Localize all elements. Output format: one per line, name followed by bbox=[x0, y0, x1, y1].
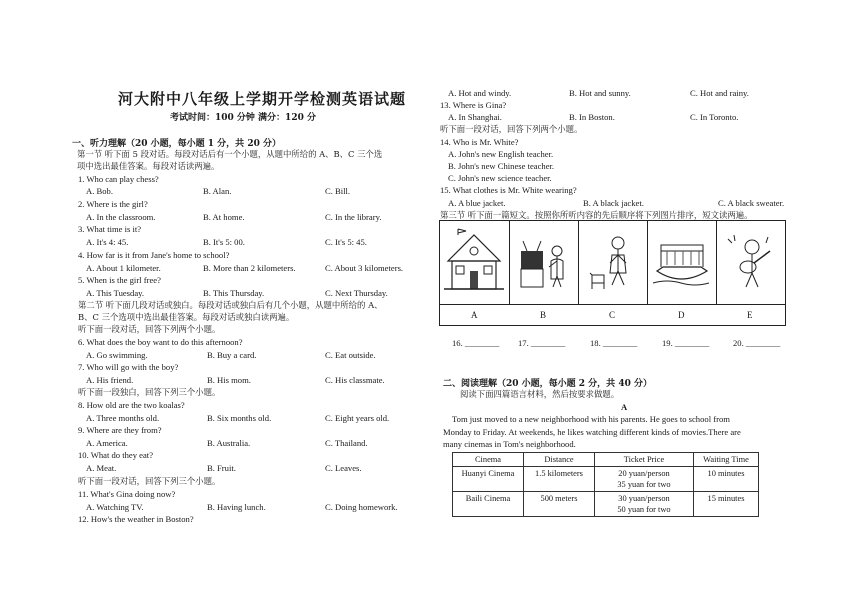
q4-option-a: A. About 1 kilometer. bbox=[86, 263, 161, 273]
part1-instruction-line2: 项中选出最佳答案。每段对话读两遍。 bbox=[77, 161, 220, 171]
question-11: 11. What's Gina doing now? bbox=[78, 489, 176, 499]
q1-option-b: B. Alan. bbox=[203, 186, 232, 196]
q11-option-a: A. Watching TV. bbox=[86, 502, 144, 512]
listen-instruction: 听下面一段独白，回答下列三个小题。 bbox=[78, 387, 221, 397]
question-6: 6. What does the boy want to do this afternoon? bbox=[78, 337, 243, 347]
picture-label-d: D bbox=[678, 310, 685, 320]
q3-option-a: A. It's 4: 45. bbox=[86, 237, 129, 247]
q13-option-a: A. In Shanghai. bbox=[448, 112, 502, 122]
page-title: 河大附中八年级上学期开学检测英语试题 bbox=[118, 90, 407, 108]
passage-line-1: Tom just moved to a new neighborhood with his parents. He goes to school from bbox=[452, 414, 730, 424]
picture-school bbox=[440, 221, 510, 304]
q14-option-a: A. John's new English teacher. bbox=[448, 149, 554, 159]
cinema-table bbox=[452, 452, 759, 517]
part2-instruction-line2: B、C 三个选项中选出最佳答案。每段对话或独白读两遍。 bbox=[78, 312, 295, 322]
table-header: Waiting Time bbox=[694, 453, 759, 467]
q3-option-c: C. It's 5: 45. bbox=[325, 237, 367, 247]
question-3: 3. What time is it? bbox=[78, 224, 142, 234]
q6-option-b: B. Buy a card. bbox=[207, 350, 257, 360]
cinema-price bbox=[595, 467, 694, 492]
question-12: 12. How's the weather in Boston? bbox=[78, 514, 194, 524]
cinema-wait: 15 minutes bbox=[694, 492, 759, 517]
part3-instruction: 第三节 听下面一篇短文。按照你所听内容的先后顺序将下列图片排序，短文读两遍。 bbox=[440, 210, 753, 220]
picture-boat bbox=[647, 221, 717, 304]
question-7: 7. Who will go with the boy? bbox=[78, 362, 179, 372]
answer-blank-19[interactable]: 19. ________ bbox=[662, 338, 710, 348]
q15-option-a: A. A blue jacket. bbox=[448, 198, 506, 208]
price-pair: 35 yuan for two bbox=[617, 480, 671, 489]
answer-blank-20[interactable]: 20. ________ bbox=[733, 338, 781, 348]
q5-option-c: C. Next Thursday. bbox=[325, 288, 388, 298]
q15-option-c: C. A black sweater. bbox=[718, 198, 785, 208]
q11-option-b: B. Having lunch. bbox=[207, 502, 266, 512]
picture-label-a: A bbox=[471, 310, 478, 320]
picture-tv bbox=[509, 221, 579, 304]
q9-option-a: A. America. bbox=[86, 438, 128, 448]
cinema-price bbox=[595, 492, 694, 517]
picture-label-row bbox=[440, 304, 785, 326]
cinema-wait: 10 minutes bbox=[694, 467, 759, 492]
picture-label-c: C bbox=[609, 310, 616, 320]
q12-option-c: C. Hot and rainy. bbox=[690, 88, 749, 98]
table-header: Cinema bbox=[453, 453, 524, 467]
section2-instruction: 阅读下面四篇语言材料，然后按要求做题。 bbox=[460, 389, 620, 399]
q2-option-b: B. At home. bbox=[203, 212, 245, 222]
passage-line-3: many cinemas in Tom's neighborhood. bbox=[443, 439, 576, 449]
question-9: 9. Where are they from? bbox=[78, 425, 162, 435]
part2-instruction-line1: 第二节 听下面几段对话或独白。每段对话或独白后有几个小题，从题中所给的 A、 bbox=[78, 300, 383, 310]
listen-instruction: 听下面一段对话，回答下列三个小题。 bbox=[78, 476, 221, 486]
question-4: 4. How far is it from Jane's home to school? bbox=[78, 250, 230, 260]
answer-blank-18[interactable]: 18. ________ bbox=[590, 338, 638, 348]
cinema-distance: 1.5 kilometers bbox=[524, 467, 595, 492]
q14-option-b: B. John's new Chinese teacher. bbox=[448, 161, 555, 171]
q2-option-c: C. In the library. bbox=[325, 212, 382, 222]
q5-option-b: B. This Thursday. bbox=[203, 288, 265, 298]
section1-heading: 一、听力理解（20 小题，每小题 1 分，共 20 分） bbox=[72, 139, 281, 149]
q15-option-b: B. A black jacket. bbox=[583, 198, 644, 208]
part1-instruction-line1: 第一节 听下面 5 段对话。每段对话后有一个小题，从题中所给的 A、B、C 三个选 bbox=[77, 149, 383, 159]
q8-option-b: B. Six months old. bbox=[207, 413, 272, 423]
question-14: 14. Who is Mr. White? bbox=[440, 137, 519, 147]
table-row bbox=[453, 492, 759, 517]
table-header-row bbox=[453, 453, 759, 467]
price-pair: 50 yuan for two bbox=[617, 505, 671, 514]
cinema-name: Huanyi Cinema bbox=[453, 467, 524, 492]
passage-letter: A bbox=[621, 402, 628, 412]
passage-line-2: Monday to Friday. At weekends, he likes watching different kinds of movies.There are bbox=[443, 427, 741, 437]
q6-option-c: C. Eat outside. bbox=[325, 350, 376, 360]
table-header: Ticket Price bbox=[595, 453, 694, 467]
cinema-name: Baili Cinema bbox=[453, 492, 524, 517]
q6-option-a: A. Go swimming. bbox=[86, 350, 148, 360]
listen-instruction: 听下面一段对话，回答下列两个小题。 bbox=[440, 124, 583, 134]
q11-option-c: C. Doing homework. bbox=[325, 502, 398, 512]
q12-option-b: B. Hot and sunny. bbox=[569, 88, 631, 98]
q8-option-c: C. Eight years old. bbox=[325, 413, 390, 423]
cinema-distance: 500 meters bbox=[524, 492, 595, 517]
picture-guitar bbox=[716, 221, 786, 304]
table-header: Distance bbox=[524, 453, 595, 467]
q8-option-a: A. Three months old. bbox=[86, 413, 160, 423]
q1-option-a: A. Bob. bbox=[86, 186, 113, 196]
listen-instruction: 听下面一段对话，回答下列两个小题。 bbox=[78, 324, 221, 334]
question-15: 15. What clothes is Mr. White wearing? bbox=[440, 185, 577, 195]
q2-option-a: A. In the classroom. bbox=[86, 212, 156, 222]
picture-table bbox=[439, 220, 786, 326]
price-single: 20 yuan/person bbox=[618, 469, 670, 478]
q13-option-c: C. In Toronto. bbox=[690, 112, 739, 122]
q14-option-c: C. John's new science teacher. bbox=[448, 173, 552, 183]
q7-option-c: C. His classmate. bbox=[325, 375, 385, 385]
question-5: 5. When is the girl free? bbox=[78, 275, 161, 285]
q7-option-b: B. His mom. bbox=[207, 375, 251, 385]
q10-option-a: A. Meat. bbox=[86, 463, 117, 473]
q4-option-c: C. About 3 kilometers. bbox=[325, 263, 404, 273]
q4-option-b: B. More than 2 kilometers. bbox=[203, 263, 296, 273]
price-single: 30 yuan/person bbox=[618, 494, 670, 503]
q10-option-b: B. Fruit. bbox=[207, 463, 236, 473]
picture-label-b: B bbox=[540, 310, 547, 320]
picture-girl-dog bbox=[578, 221, 648, 304]
exam-info: 考试时间：100 分钟 满分：120 分 bbox=[170, 113, 316, 123]
question-10: 10. What do they eat? bbox=[78, 450, 154, 460]
q1-option-c: C. Bill. bbox=[325, 186, 351, 196]
q9-option-b: B. Australia. bbox=[207, 438, 251, 448]
q9-option-c: C. Thailand. bbox=[325, 438, 368, 448]
answer-blank-16[interactable]: 16. ________ bbox=[452, 338, 500, 348]
question-1: 1. Who can play chess? bbox=[78, 174, 159, 184]
question-13: 13. Where is Gina? bbox=[440, 100, 507, 110]
q5-option-a: A. This Tuesday. bbox=[86, 288, 145, 298]
table-row bbox=[453, 467, 759, 492]
q10-option-c: C. Leaves. bbox=[325, 463, 362, 473]
q3-option-b: B. It's 5: 00. bbox=[203, 237, 245, 247]
q12-option-a: A. Hot and windy. bbox=[448, 88, 512, 98]
section2-heading: 二、阅读理解（20 小题，每小题 2 分，共 40 分） bbox=[443, 379, 652, 389]
picture-label-e: E bbox=[747, 310, 753, 320]
question-8: 8. How old are the two koalas? bbox=[78, 400, 185, 410]
question-2: 2. Where is the girl? bbox=[78, 199, 148, 209]
q13-option-b: B. In Boston. bbox=[569, 112, 615, 122]
answer-blank-17[interactable]: 17. ________ bbox=[518, 338, 566, 348]
q7-option-a: A. His friend. bbox=[86, 375, 134, 385]
